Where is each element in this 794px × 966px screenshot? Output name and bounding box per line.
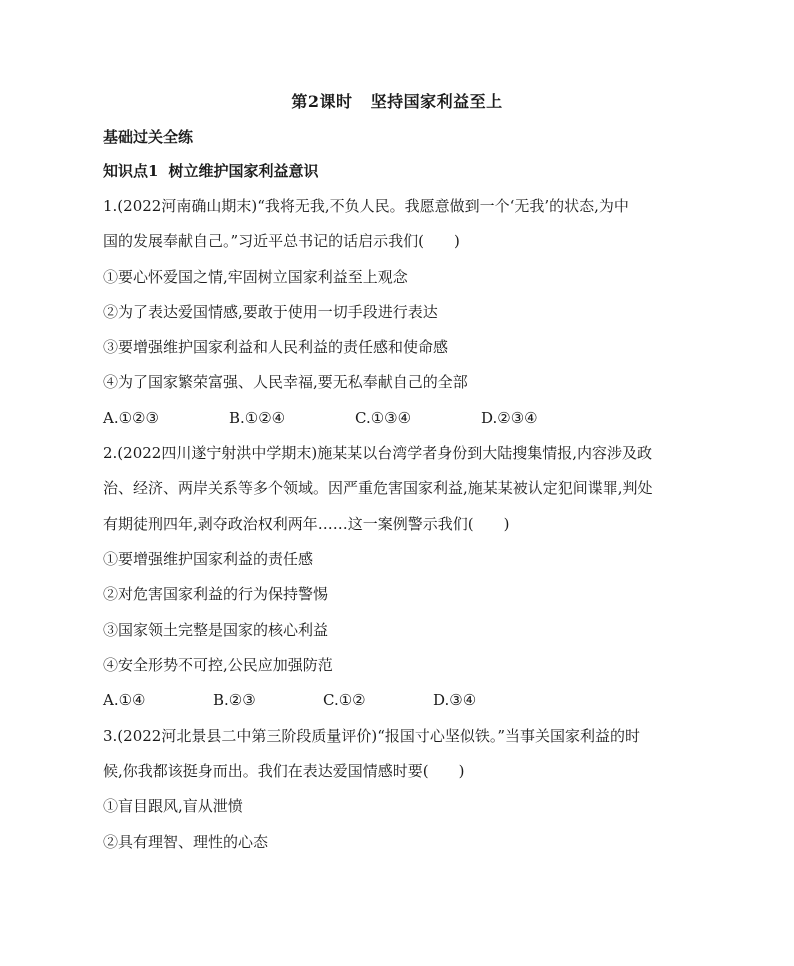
- knowledge-point-heading: [103, 161, 318, 181]
- question-1-statement-3: ③要增强维护国家利益和人民利益的责任感和使命感: [103, 338, 449, 356]
- question-2-stem-line-2: 治、经济、两岸关系等多个领域。因严重危害国家利益,施某某被认定犯间谍罪,判处: [103, 479, 653, 497]
- question-2-statement-3: ③国家领土完整是国家的核心利益: [103, 621, 329, 639]
- question-2-options: [103, 690, 476, 710]
- question-2-statement-4: ④安全形势不可控,公民应加强防范: [103, 656, 333, 674]
- lesson-topic: 坚持国家利益至上: [370, 92, 503, 111]
- question-3-stem-line-2: 候,你我都该挺身而出。我们在表达爱国情感时要( ): [103, 762, 465, 780]
- question-1-options: [103, 408, 538, 428]
- page-title: [0, 89, 794, 112]
- question-2-option-a[interactable]: A.①④: [103, 691, 146, 709]
- question-1-option-c[interactable]: C.①③④: [355, 409, 412, 427]
- question-3-stem-line-1: 3.(2022河北景县二中第三阶段质量评价)“报国寸心坚似铁。”当事关国家利益的时: [103, 727, 641, 745]
- question-2-option-c[interactable]: C.①②: [323, 691, 366, 709]
- question-1-statement-2: ②为了表达爱国情感,要敢于使用一切手段进行表达: [103, 303, 438, 321]
- question-3-statement-1: ①盲目跟风,盲从泄愤: [103, 797, 243, 815]
- question-2-option-b[interactable]: B.②③: [213, 691, 256, 709]
- question-1-option-d[interactable]: D.②③④: [481, 409, 538, 427]
- question-2-statement-2: ②对危害国家利益的行为保持警惕: [103, 585, 329, 603]
- question-1-stem-line-2: 国的发展奉献自己。”习近平总书记的话启示我们( ): [103, 232, 460, 250]
- question-3-statement-2: ②具有理智、理性的心态: [103, 833, 269, 851]
- lesson-number: 第2课时: [291, 92, 353, 111]
- knowledge-point-name: 树立维护国家利益意识: [168, 162, 319, 180]
- question-2-stem-line-1: 2.(2022四川遂宁射洪中学期末)施某某以台湾学者身份到大陆搜集情报,内容涉及政: [103, 444, 652, 462]
- question-1-option-b[interactable]: B.①②④: [229, 409, 286, 427]
- question-2-stem-line-3: 有期徒刑四年,剥夺政治权利两年……这一案例警示我们( ): [103, 515, 510, 533]
- question-1-stem-line-1: 1.(2022河南确山期末)“我将无我,不负人民。我愿意做到一个‘无我’的状态,为中: [103, 197, 629, 215]
- question-2-option-d[interactable]: D.③④: [433, 691, 477, 709]
- question-1-statement-1: ①要心怀爱国之情,牢固树立国家利益至上观念: [103, 268, 408, 286]
- question-2-statement-1: ①要增强维护国家利益的责任感: [103, 550, 314, 568]
- knowledge-point-label: 知识点1: [103, 162, 159, 180]
- question-1-statement-4: ④为了国家繁荣富强、人民幸福,要无私奉献自己的全部: [103, 373, 468, 391]
- section-heading: 基础过关全练: [103, 128, 194, 146]
- question-1-option-a[interactable]: A.①②③: [103, 409, 159, 427]
